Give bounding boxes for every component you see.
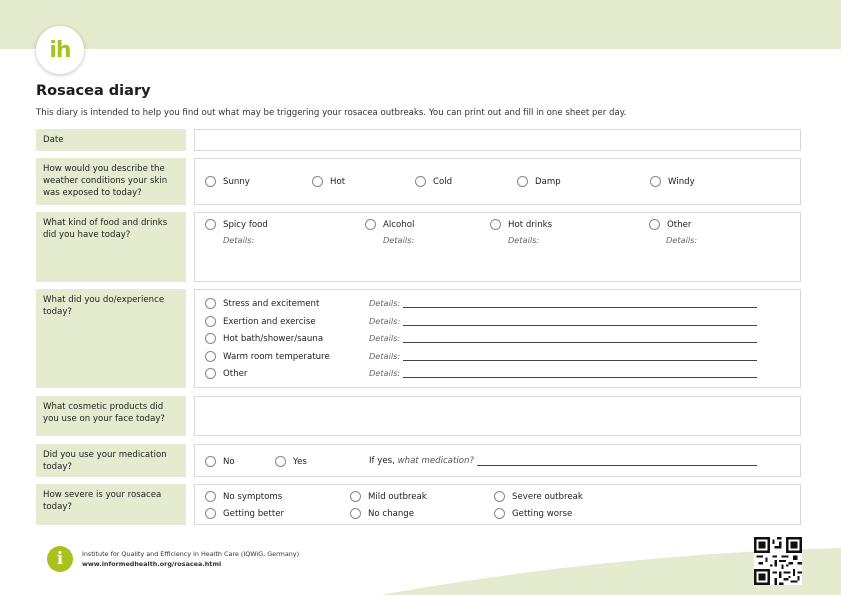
activity-details-label: Details: (369, 298, 401, 308)
logo-text: ih (49, 37, 71, 63)
radio-icon[interactable] (205, 333, 216, 344)
activity-option-other[interactable]: Other (205, 368, 247, 379)
footer-text (82, 549, 299, 569)
weather-options (194, 158, 801, 205)
radio-icon[interactable] (312, 176, 323, 187)
header-band (0, 0, 841, 49)
radio-icon[interactable] (494, 491, 505, 502)
intro-text: This diary is intended to help you find out what may be triggering your rosacea outbreaks. You can print out and fill in one sheet per day. (36, 108, 627, 118)
qr-code-icon (754, 537, 802, 585)
severity-option-severe[interactable]: Severe outbreak (494, 491, 583, 502)
weather-option-sunny[interactable]: Sunny (205, 176, 250, 187)
row-food (36, 212, 802, 282)
medication-if-yes-label: If yes, what medication? (369, 456, 474, 466)
radio-icon[interactable] (517, 176, 528, 187)
question-weather: How would you describe the weather conditions your skin was exposed to today? (36, 158, 186, 205)
activity-option-exertion[interactable]: Exertion and exercise (205, 316, 316, 327)
activity-details-label: Details: (369, 316, 401, 326)
medication-option-no[interactable]: No (205, 456, 235, 467)
activity-details-label: Details: (369, 351, 401, 361)
activity-details-line[interactable] (403, 377, 757, 378)
weather-option-windy[interactable]: Windy (650, 176, 695, 187)
radio-icon[interactable] (415, 176, 426, 187)
radio-icon[interactable] (490, 219, 501, 230)
radio-icon[interactable] (205, 368, 216, 379)
date-field[interactable] (194, 129, 801, 151)
radio-icon[interactable] (205, 219, 216, 230)
weather-option-hot[interactable]: Hot (312, 176, 345, 187)
radio-icon[interactable] (205, 176, 216, 187)
question-cosmetics: What cosmetic products did you use on your face today? (36, 396, 186, 436)
severity-option-worse[interactable]: Getting worse (494, 508, 572, 519)
food-options (194, 212, 801, 282)
radio-icon[interactable] (365, 219, 376, 230)
activity-option-stress[interactable]: Stress and excitement (205, 298, 319, 309)
activity-details-line[interactable] (403, 307, 757, 308)
radio-icon[interactable] (649, 219, 660, 230)
question-date: Date (36, 129, 186, 151)
activity-option-hot-bath[interactable]: Hot bath/shower/sauna (205, 333, 323, 344)
radio-icon[interactable] (205, 298, 216, 309)
row-medication (36, 444, 802, 477)
medication-options (194, 444, 801, 477)
page-title: Rosacea diary (36, 83, 151, 99)
question-activities: What did you do/experience today? (36, 289, 186, 388)
radio-icon[interactable] (275, 456, 286, 467)
food-option-hot-drinks[interactable]: Hot drinks (490, 219, 552, 230)
weather-option-cold[interactable]: Cold (415, 176, 452, 187)
question-severity: How severe is your rosacea today? (36, 484, 186, 525)
radio-icon[interactable] (494, 508, 505, 519)
food-option-alcohol[interactable]: Alcohol (365, 219, 414, 230)
medication-name-line[interactable] (477, 465, 757, 466)
row-activities (36, 289, 802, 388)
radio-icon[interactable] (205, 491, 216, 502)
severity-options (194, 484, 801, 525)
food-option-spicy[interactable]: Spicy food (205, 219, 268, 230)
food-details-hot-drinks[interactable]: Details: (508, 235, 540, 245)
info-icon: i (47, 546, 73, 572)
food-details-spicy[interactable]: Details: (223, 235, 255, 245)
row-severity (36, 484, 802, 525)
row-weather (36, 158, 802, 205)
radio-icon[interactable] (205, 316, 216, 327)
footer-url[interactable]: www.informedhealth.org/rosacea.html (82, 560, 222, 568)
medication-option-yes[interactable]: Yes (275, 456, 307, 467)
row-cosmetics (36, 396, 802, 436)
activity-options (194, 289, 801, 388)
row-date (36, 129, 802, 151)
severity-option-better[interactable]: Getting better (205, 508, 284, 519)
weather-option-damp[interactable]: Damp (517, 176, 561, 187)
activity-option-warm-room[interactable]: Warm room temperature (205, 351, 330, 362)
activity-details-label: Details: (369, 333, 401, 343)
activity-details-line[interactable] (403, 325, 757, 326)
radio-icon[interactable] (350, 508, 361, 519)
radio-icon[interactable] (650, 176, 661, 187)
activity-details-label: Details: (369, 368, 401, 378)
cosmetics-field[interactable] (194, 396, 801, 436)
food-option-other[interactable]: Other (649, 219, 691, 230)
question-medication: Did you use your medication today? (36, 444, 186, 477)
severity-option-no-change[interactable]: No change (350, 508, 414, 519)
radio-icon[interactable] (350, 491, 361, 502)
footer-institute: Institute for Quality and Efficiency in Health Care (IQWiG, Germany) (82, 550, 300, 558)
severity-option-mild[interactable]: Mild outbreak (350, 491, 427, 502)
food-details-other[interactable]: Details: (666, 235, 698, 245)
activity-details-line[interactable] (403, 360, 757, 361)
food-details-alcohol[interactable]: Details: (383, 235, 415, 245)
radio-icon[interactable] (205, 508, 216, 519)
logo (36, 26, 84, 74)
question-food: What kind of food and drinks did you have today? (36, 212, 186, 282)
radio-icon[interactable] (205, 351, 216, 362)
severity-option-no-symptoms[interactable]: No symptoms (205, 491, 282, 502)
activity-details-line[interactable] (403, 342, 757, 343)
radio-icon[interactable] (205, 456, 216, 467)
